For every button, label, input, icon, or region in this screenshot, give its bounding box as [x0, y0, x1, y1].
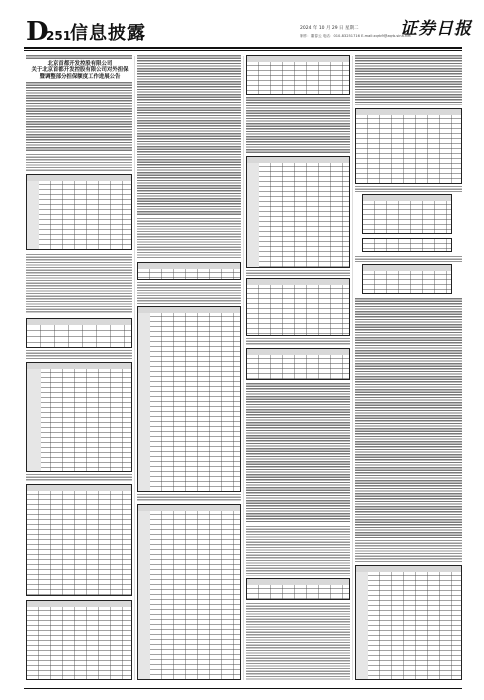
masthead-rule — [24, 47, 462, 49]
text-block — [137, 494, 241, 502]
text-block — [26, 55, 132, 60]
text-block — [246, 97, 350, 153]
table — [246, 278, 350, 336]
table-row-label-column — [138, 313, 150, 491]
table-header — [363, 195, 451, 201]
table-header — [247, 279, 349, 285]
text-block — [246, 603, 350, 680]
table-row-label-column — [138, 511, 150, 679]
table-header — [138, 505, 240, 511]
table — [137, 306, 241, 492]
table-header — [138, 307, 240, 313]
headline-line: 暨调整部分担保额度工作进展公告 — [39, 73, 121, 80]
table — [362, 264, 452, 294]
table — [26, 174, 132, 250]
text-block — [137, 218, 241, 258]
masthead — [0, 0, 484, 48]
section-title: 信息披露 — [70, 23, 146, 44]
text-block — [26, 254, 132, 314]
page-bottom-rule — [24, 688, 462, 689]
text-block — [246, 383, 350, 523]
table-header — [27, 601, 131, 607]
text-block — [26, 82, 132, 152]
table-header — [27, 485, 131, 491]
table — [246, 578, 350, 600]
masthead-rule-thin — [24, 50, 462, 51]
column-divider — [352, 56, 353, 680]
text-block — [355, 256, 462, 262]
table-header — [247, 579, 349, 585]
headline-line: 关于北京首都开发控股有限公司对外担保 — [31, 67, 129, 74]
table-header — [138, 263, 240, 269]
table — [246, 348, 350, 380]
table-row-label-column — [247, 163, 259, 267]
contact-line: 制作：董春云 电话：010-83251716 E-mail:zqrb9@zqrb.sina.net — [300, 34, 411, 38]
text-block — [355, 298, 462, 538]
text-block — [355, 186, 462, 192]
table-header — [247, 56, 349, 62]
column-divider — [134, 56, 135, 680]
text-block — [246, 526, 350, 576]
article-headline — [28, 61, 132, 80]
table-header — [27, 363, 131, 369]
table-header — [27, 175, 131, 181]
text-block — [246, 338, 350, 346]
table — [246, 55, 350, 95]
date-line: 2024 年 10 月 29 日 星期二 — [300, 26, 359, 31]
table — [26, 600, 132, 680]
table — [26, 318, 132, 348]
table-row-label-column — [27, 369, 41, 471]
table-row-label-column — [27, 181, 39, 249]
table — [362, 194, 452, 234]
table — [137, 504, 241, 680]
text-block — [355, 540, 462, 562]
column-divider — [243, 56, 244, 680]
table-header — [247, 157, 349, 163]
table — [355, 108, 462, 184]
newspaper-logo: 证券日报 — [400, 19, 472, 39]
table — [26, 362, 132, 472]
table — [26, 484, 132, 596]
table-header — [356, 566, 461, 572]
table-header — [363, 265, 451, 271]
page-number: 251 — [46, 29, 72, 43]
table-header — [356, 109, 461, 115]
table-header — [27, 319, 131, 325]
table — [246, 156, 350, 268]
text-block — [26, 154, 132, 172]
section-letter: D — [26, 17, 49, 47]
text-block — [137, 282, 241, 304]
table — [137, 262, 241, 280]
headline-line: 北京首都开发控股有限公司 — [47, 61, 113, 67]
text-block — [246, 270, 350, 276]
text-block — [26, 350, 132, 360]
text-block — [26, 474, 132, 482]
text-block — [355, 55, 462, 105]
text-block — [137, 55, 241, 215]
table — [355, 565, 462, 680]
table — [362, 238, 452, 252]
table-row-label-column — [356, 572, 368, 679]
table-header — [247, 349, 349, 355]
